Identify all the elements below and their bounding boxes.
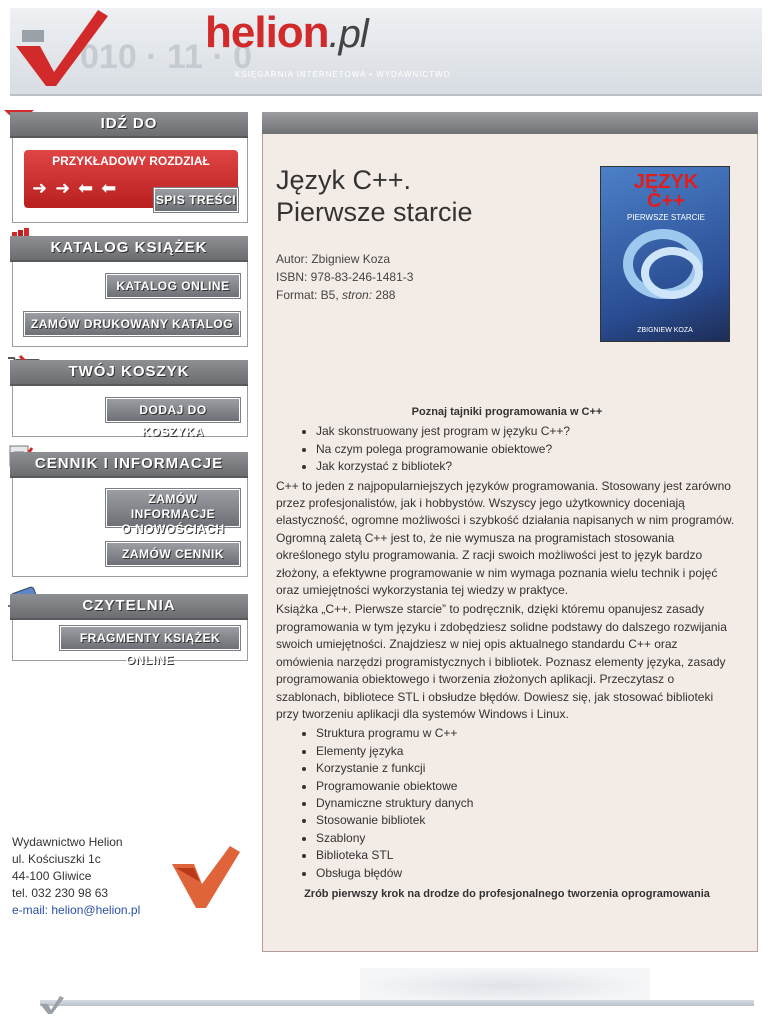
pages-value: 288: [375, 288, 396, 302]
logo-text: helion: [205, 8, 329, 57]
publisher-address: [12, 834, 140, 919]
cover-title-line1: JĘZYK: [633, 171, 699, 193]
email-label: e-mail:: [12, 903, 49, 917]
list-item: • Biblioteka STL: [316, 847, 738, 864]
helion-logo-check-icon[interactable]: [10, 6, 110, 86]
email-link[interactable]: helion@helion.pl: [51, 903, 141, 917]
order-news-line2: O NOWOŚCIACH: [121, 522, 225, 536]
book-format: [276, 286, 413, 304]
header-tagline: KSIĘGARNIA INTERNETOWA • WYDAWNICTWO: [235, 70, 451, 79]
list-item: • Stosowanie bibliotek: [316, 812, 738, 829]
cover-title-line2: C++: [647, 190, 685, 212]
order-price-list-button[interactable]: ZAMÓW CENNIK: [106, 542, 240, 566]
publisher-city: 44-100 Gliwice: [12, 869, 92, 883]
cover-author: ZBIGNIEW KOZA: [637, 327, 693, 334]
add-to-cart-button[interactable]: DODAJ DO KOSZYKA: [106, 398, 240, 422]
publisher-email-line: [12, 902, 140, 919]
catalog-online-button[interactable]: KATALOG ONLINE: [106, 274, 240, 298]
toc-button[interactable]: SPIS TREŚCI: [154, 188, 238, 212]
section-header-koszyk: [10, 360, 248, 386]
book-cover[interactable]: [600, 166, 730, 342]
arrows-icon: ➜➜⬅⬅: [32, 178, 125, 198]
publisher-street: ul. Kościuszki 1c: [12, 852, 101, 866]
section-title: IDŹ DO: [100, 115, 158, 132]
helion-logo[interactable]: [205, 8, 368, 58]
book-description: [276, 404, 738, 903]
book-author: Autor: Zbigniew Koza: [276, 252, 391, 266]
main-panel-header: [262, 112, 758, 134]
title-line1: Język C++.: [276, 165, 412, 195]
topic-list: [276, 725, 738, 882]
format-prefix: Format: B5,: [276, 288, 339, 302]
description-paragraph-1: C++ to jeden z najpopularniejszych języków programowania. Stosowany jest zarówno przez profesjonalistów, jak i hobbystów. Wszyscy jego użytkownicy doceniają elastyczność, ogromne możliwości i szybkość działania napisanych w nim programów. Ogromną zaletą C++ jest to, że nie wymusza na programistach stosowania określonego stylu programowania. Z racji swoich możliwości jest to język bardzo złożony, a efektywne programowanie w nim wymaga poznania wielu technik i pojęć oraz umiejętności wykorzystania tej wiedzy w praktyce.: [276, 478, 735, 598]
pages-label: stron:: [342, 288, 373, 302]
list-item: • Jak korzystać z bibliotek?: [316, 458, 738, 475]
question-list: [276, 423, 738, 475]
logo-suffix: .pl: [328, 12, 368, 56]
sample-chapter-button[interactable]: PRZYKŁADOWY ROZDZIAŁ: [52, 154, 210, 168]
section-title: TWÓJ KOSZYK: [68, 363, 190, 380]
section-title: CENNIK I INFORMACJE: [34, 455, 224, 472]
section-header-katalog: [10, 236, 248, 262]
description-lead: Poznaj tajniki programowania w C++: [411, 406, 603, 418]
footer-check-icon: [40, 996, 64, 1014]
header-background-art: 010 · 11 · 0: [80, 38, 253, 76]
publisher-phone: tel. 032 230 98 63: [12, 886, 109, 900]
order-printed-catalog-button[interactable]: ZAMÓW DRUKOWANY KATALOG: [24, 312, 240, 336]
list-item: • Jak skonstruowany jest program w języku C++?: [316, 423, 738, 440]
list-item: • Elementy języka: [316, 743, 738, 760]
helion-check-icon: [172, 846, 242, 910]
footer-bar: [40, 1000, 754, 1006]
book-title: [276, 164, 473, 228]
section-title: KATALOG KSIĄŻEK: [50, 239, 208, 256]
book-fragments-button[interactable]: FRAGMENTY KSIĄŻEK ONLINE: [60, 626, 240, 650]
book-meta: [276, 250, 413, 304]
list-item: • Na czym polega programowanie obiektowe?: [316, 441, 738, 458]
description-paragraph-2: Książka „C++. Pierwsze starcie” to podręcznik, dzięki któremu opanujesz zasady programowania w tym języku i zdobędziesz solidne podstawy do dalszego rozwijania swoich umiejętności. Znajdziesz w niej opis aktualnego standardu C++ oraz omówienia narzędzi programistycznych i bibliotek. Poznasz elementy języka, zasady programowania obiektowego i tworzenia złożonych aplikacji. Przeczytasz o szablonach, bibliotece STL i obsłudze błędów. Dowiesz się, jak stosować biblioteki przy tworzeniu aplikacji dla systemów Windows i Linux.: [276, 602, 727, 721]
list-item: • Korzystanie z funkcji: [316, 760, 738, 777]
list-item: • Dynamiczne struktury danych: [316, 795, 738, 812]
book-isbn: ISBN: 978-83-246-1481-3: [276, 270, 414, 284]
footer-background-art: [360, 968, 650, 1004]
site-header: [10, 8, 762, 96]
list-item: • Programowanie obiektowe: [316, 778, 738, 795]
section-title: CZYTELNIA: [82, 597, 176, 614]
order-news-line1: ZAMÓW INFORMACJE: [130, 492, 216, 521]
publisher-name: Wydawnictwo Helion: [12, 835, 123, 849]
description-closing: Zrób pierwszy krok na drodze do profesjonalnego tworzenia oprogramowania: [304, 887, 710, 900]
list-item: • Szablony: [316, 830, 738, 847]
cover-subtitle: PIERWSZE STARCIE: [627, 213, 705, 222]
section-header-cennik: [10, 452, 248, 478]
list-item: • Obsługa błędów: [316, 865, 738, 882]
title-line2: Pierwsze starcie: [276, 197, 473, 227]
section-header-czytelnia: [10, 594, 248, 620]
cover-title: [611, 173, 721, 211]
order-news-button[interactable]: [106, 489, 240, 536]
section-header-idz-do: [10, 112, 248, 138]
list-item: • Struktura programu w C++: [316, 725, 738, 742]
cover-ring-art-inner: [641, 247, 703, 299]
